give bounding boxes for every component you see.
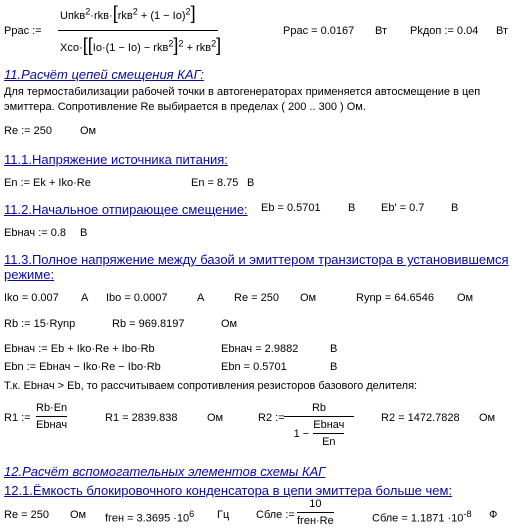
r2-lhs: R2 := xyxy=(258,412,285,424)
fgen-exp: 6 xyxy=(189,509,195,519)
cbe-mantissa: Cбле = 1.1871 ·10 xyxy=(372,512,464,525)
r1-result: R1 = 2839.838 xyxy=(105,412,178,424)
r2-inner-num: Ebнач xyxy=(313,419,345,432)
ebnach-unit: В xyxy=(330,343,338,355)
en-unit: В xyxy=(247,177,255,189)
ebn-unit: В xyxy=(330,361,338,373)
pkdop-eq: Pkдоп := 0.04 xyxy=(410,25,479,37)
en-eq: En := Ek + Iko·Re xyxy=(4,177,91,189)
den-d: + rkв xyxy=(183,42,212,54)
cbe-exp: -8 xyxy=(463,509,472,519)
prasc-lhs: Pрас := xyxy=(4,25,42,37)
section-11-2-title: 11.2.Начальное отпирающее смещение: xyxy=(4,202,248,217)
r1-fraction xyxy=(36,402,67,431)
rynp-result: Rynp = 64.6546 xyxy=(356,292,434,304)
section-11-para-line1: Для термостабилизации рабочей точки в автогенераторах применяется автосмещение в цеп xyxy=(4,86,481,98)
ebnach-eq: Ebнач := Eb + Iko·Re + Ibo·Rb xyxy=(4,343,155,355)
section-11-3-title-line1: 11.3.Полное напряжение между базой и эмиттером транзистора в установившемся xyxy=(4,252,509,267)
den-c-exp: 2 xyxy=(178,38,184,49)
r2-inner-fraction xyxy=(313,419,344,448)
iko-result: Iko = 0.007 xyxy=(4,292,59,304)
r2-result: R2 = 1472.7828 xyxy=(381,412,460,424)
num-c-exp: 2 xyxy=(132,6,138,17)
rb-unit: Ом xyxy=(221,318,238,330)
prasc-fraction-bar xyxy=(58,30,218,31)
cbe-numerator: 10 xyxy=(309,498,322,510)
bracket-open: [ xyxy=(112,3,118,23)
ebnach-def: Ebнач := 0.8 xyxy=(4,227,67,239)
rb-result: Rb = 969.8197 xyxy=(112,318,185,330)
num-d-exp: 2 xyxy=(185,6,191,17)
r1-bar xyxy=(36,416,67,417)
prasc-unit: Вт xyxy=(375,25,388,37)
divider-note: Т.к. Ebнач > Eb, то рассчитываем сопротивления резисторов базового делителя: xyxy=(4,380,418,392)
num-c: rkв xyxy=(117,10,133,22)
section-12-title: 12.Расчёт вспомогательных элементов схемы КАГ xyxy=(4,464,326,479)
cbe-result xyxy=(372,510,472,525)
re-def: Re := 250 xyxy=(4,125,53,137)
r2-denominator xyxy=(294,419,345,448)
re-value: Re = 250 xyxy=(4,509,49,521)
re-def-unit: Ом xyxy=(80,125,97,137)
r2-den-pre: 1 − xyxy=(293,427,310,440)
re-result-unit: Ом xyxy=(300,292,317,304)
r1-unit: Ом xyxy=(207,412,224,424)
cbe-bar xyxy=(297,512,334,513)
section-11-3-title-line2: режиме: xyxy=(4,267,55,282)
den-b-exp: 2 xyxy=(168,38,174,49)
prasc-result: Pрас = 0.0167 xyxy=(283,25,355,37)
ebnach-result: Ebнач = 2.9882 xyxy=(221,343,299,355)
num-a-exp: 2 xyxy=(85,6,91,17)
eb-unit: В xyxy=(348,202,356,214)
section-11-para-line2: эмиттера. Сопротивление Re выбирается в пределах ( 200 .. 300 ) Ом. xyxy=(4,101,366,113)
section-12-1-title: 12.1.Ёмкость блокировочного конденсатора в цепи эмиттера больше чем: xyxy=(4,483,453,498)
r1-denominator: Ebнач xyxy=(36,419,68,432)
ebnach-def-unit: В xyxy=(80,227,88,239)
cbe-fraction xyxy=(297,498,334,527)
re-result: Re = 250 xyxy=(234,292,279,304)
ibo-result: Ibo = 0.0007 xyxy=(106,292,168,304)
r1-numerator: Rb·En xyxy=(36,402,68,414)
fgen-unit: Гц xyxy=(217,509,230,521)
rynp-unit: Ом xyxy=(457,292,474,304)
r2-inner-bar xyxy=(313,433,344,434)
r1-lhs: R1 := xyxy=(4,412,31,424)
ebn-result: Ebn = 0.5701 xyxy=(221,361,287,373)
rb-eq: Rb := 15·Rynp xyxy=(4,318,76,330)
en-result: En = 8.75 xyxy=(191,177,239,189)
num-b: ·rkв· xyxy=(90,10,113,22)
bracket-close: ] xyxy=(190,3,196,23)
fgen-result xyxy=(105,510,194,525)
section-11-1-title: 11.1.Напряжение источника питания: xyxy=(4,152,228,167)
r2-numerator: Rb xyxy=(311,402,327,414)
eb-result: Eb = 0.5701 xyxy=(261,202,321,214)
ebn-eq: Ebn := Ebнач − Iko·Re − Ibo·Rb xyxy=(4,361,161,373)
prasc-denominator xyxy=(60,36,221,54)
prasc-numerator xyxy=(60,4,196,22)
r2-bar xyxy=(284,416,354,417)
r2-inner-den: En xyxy=(322,436,336,449)
eb2-result: Eb' = 0.7 xyxy=(381,202,425,214)
num-a: Uпkв xyxy=(60,10,86,22)
fgen-mantissa: fген = 3.3695 ·10 xyxy=(105,512,190,525)
num-d: + (1 − Iо) xyxy=(137,10,186,22)
den-d-exp: 2 xyxy=(211,38,217,49)
ibo-unit: A xyxy=(197,292,205,304)
r2-unit: Ом xyxy=(479,412,496,424)
cbe-denominator: fген·Re xyxy=(297,515,334,528)
den-b: Iо·(1 − Iо) − rkв xyxy=(92,42,169,54)
bracket-close2: ] xyxy=(173,35,179,55)
cbe-lhs: Cбле := xyxy=(256,509,295,521)
bracket-open2: [[ xyxy=(82,35,93,55)
cbe-unit: Ф xyxy=(489,509,498,521)
re-value-unit: Ом xyxy=(70,509,87,521)
section-11-title: 11.Расчёт цепей смещения КАГ: xyxy=(4,67,204,82)
bracket-close3: ] xyxy=(216,35,222,55)
pkdop-unit: Вт xyxy=(496,25,509,37)
r2-fraction xyxy=(284,402,354,448)
den-a: Xсо· xyxy=(60,42,83,54)
iko-unit: A xyxy=(81,292,89,304)
eb2-unit: В xyxy=(451,202,459,214)
